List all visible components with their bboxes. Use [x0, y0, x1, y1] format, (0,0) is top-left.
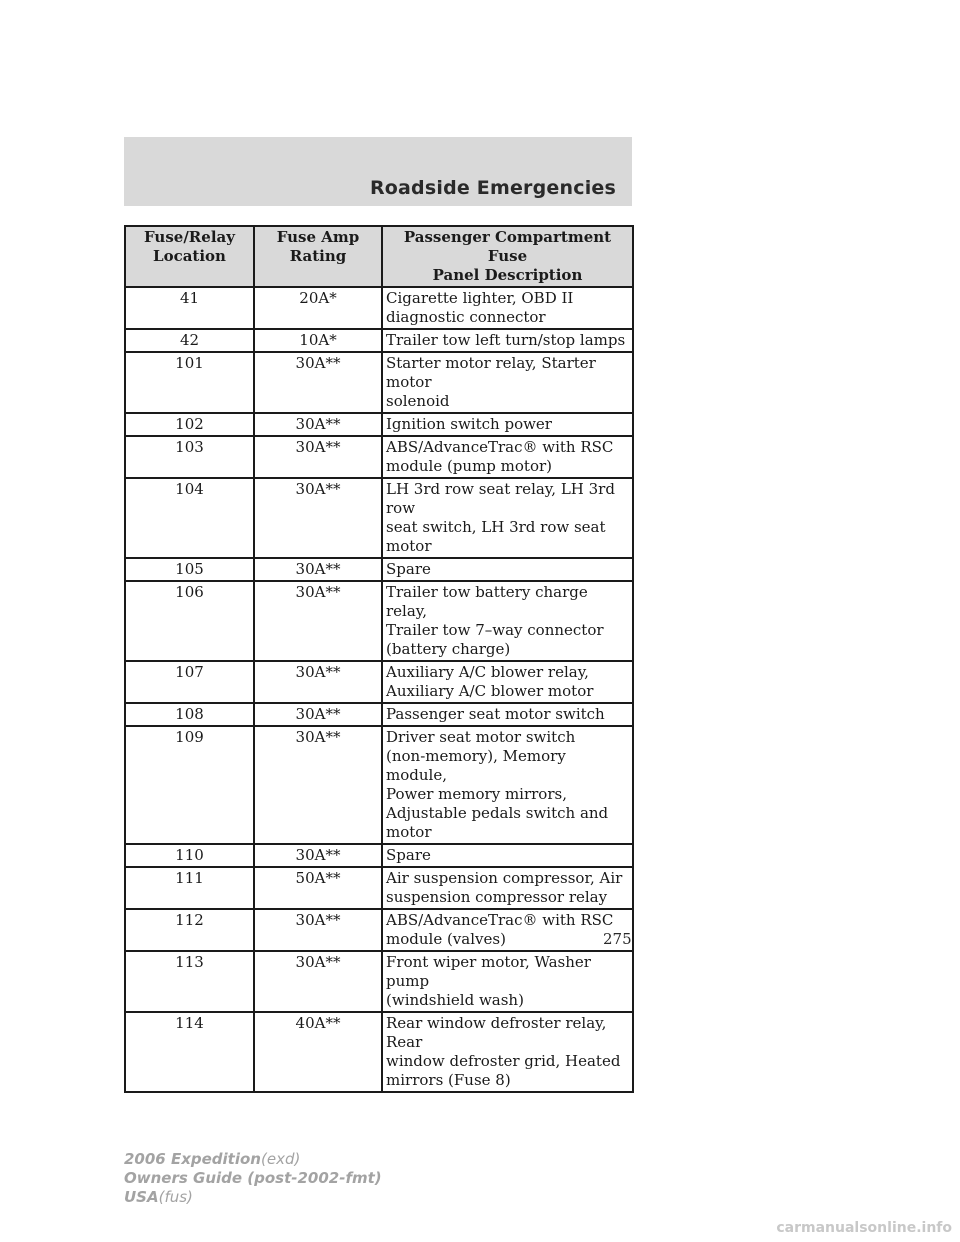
- column-header-line: Fuse Amp: [276, 228, 360, 246]
- column-header-amp-rating: [254, 226, 382, 287]
- description-line: Air suspension compressor, Air: [386, 869, 623, 887]
- cell-fuse-location: 42: [125, 329, 254, 352]
- description-line: ABS/AdvanceTrac® with RSC: [386, 438, 614, 456]
- cell-description: [382, 951, 633, 1012]
- column-header-line: Fuse/Relay: [144, 228, 235, 246]
- description-line: window defroster grid, Heated: [386, 1052, 621, 1070]
- description-line: Trailer tow left turn/stop lamps: [386, 331, 626, 349]
- cell-fuse-location: 102: [125, 413, 254, 436]
- table-row: [125, 951, 633, 1012]
- description-line: mirrors (Fuse 8): [386, 1071, 511, 1089]
- cell-description: [382, 726, 633, 844]
- description-line: motor: [386, 823, 432, 841]
- table-row: [125, 703, 633, 726]
- description-line: module (pump motor): [386, 457, 553, 475]
- table-row: [125, 726, 633, 844]
- footer-line-market: [124, 1188, 382, 1207]
- table-row: [125, 844, 633, 867]
- column-header-line: Location: [153, 247, 226, 265]
- table-row: [125, 413, 633, 436]
- cell-fuse-location: 114: [125, 1012, 254, 1092]
- cell-description: [382, 581, 633, 661]
- description-line: Adjustable pedals switch and: [386, 804, 609, 822]
- cell-amp-rating: 30A**: [254, 726, 382, 844]
- section-title: Roadside Emergencies: [369, 177, 616, 199]
- cell-description: [382, 703, 633, 726]
- cell-description: [382, 1012, 633, 1092]
- description-line: module (valves): [386, 930, 506, 948]
- footer-model-code: (exd): [260, 1150, 301, 1168]
- cell-amp-rating: 30A**: [254, 436, 382, 478]
- cell-description: [382, 844, 633, 867]
- cell-fuse-location: 105: [125, 558, 254, 581]
- footer-market: USA: [124, 1188, 159, 1206]
- column-header-location: [125, 226, 254, 287]
- description-line: Trailer tow 7–way connector: [386, 621, 604, 639]
- footer-market-code: (fus): [158, 1188, 193, 1206]
- cell-fuse-location: 112: [125, 909, 254, 951]
- section-header-band: [124, 137, 632, 206]
- footer-line-model: [124, 1150, 382, 1169]
- fuse-table: [124, 225, 634, 1093]
- cell-fuse-location: 101: [125, 352, 254, 413]
- fuse-table-body: [125, 287, 633, 1092]
- cell-fuse-location: 107: [125, 661, 254, 703]
- cell-amp-rating: 30A**: [254, 909, 382, 951]
- description-line: Rear window defroster relay, Rear: [386, 1014, 607, 1051]
- table-row: [125, 558, 633, 581]
- description-line: Cigarette lighter, OBD II: [386, 289, 574, 307]
- description-line: Front wiper motor, Washer pump: [386, 953, 591, 990]
- cell-amp-rating: 30A**: [254, 558, 382, 581]
- description-line: Driver seat motor switch: [386, 728, 576, 746]
- table-row: [125, 287, 633, 329]
- table-row: [125, 329, 633, 352]
- description-line: LH 3rd row seat relay, LH 3rd row: [386, 480, 615, 517]
- description-line: (non-memory), Memory module,: [386, 747, 566, 784]
- description-line: Power memory mirrors,: [386, 785, 567, 803]
- description-line: Trailer tow battery charge relay,: [386, 583, 588, 620]
- cell-description: [382, 436, 633, 478]
- cell-fuse-location: 110: [125, 844, 254, 867]
- cell-fuse-location: 103: [125, 436, 254, 478]
- cell-amp-rating: 20A*: [254, 287, 382, 329]
- cell-fuse-location: 108: [125, 703, 254, 726]
- fuse-table-header: [125, 226, 633, 287]
- cell-description: [382, 329, 633, 352]
- cell-description: [382, 867, 633, 909]
- cell-amp-rating: 30A**: [254, 703, 382, 726]
- cell-amp-rating: 30A**: [254, 581, 382, 661]
- description-line: Ignition switch power: [386, 415, 552, 433]
- cell-description: [382, 352, 633, 413]
- description-line: Spare: [386, 560, 431, 578]
- cell-fuse-location: 113: [125, 951, 254, 1012]
- table-header-row: [125, 226, 633, 287]
- cell-description: [382, 287, 633, 329]
- page-number: 275: [603, 930, 632, 948]
- cell-amp-rating: 30A**: [254, 844, 382, 867]
- cell-amp-rating: 40A**: [254, 1012, 382, 1092]
- table-row: [125, 352, 633, 413]
- description-line: Spare: [386, 846, 431, 864]
- cell-amp-rating: 30A**: [254, 352, 382, 413]
- cell-amp-rating: 50A**: [254, 867, 382, 909]
- table-row: [125, 581, 633, 661]
- cell-description: [382, 413, 633, 436]
- description-line: Auxiliary A/C blower motor: [386, 682, 594, 700]
- description-line: motor: [386, 537, 432, 555]
- cell-fuse-location: 111: [125, 867, 254, 909]
- cell-fuse-location: 41: [125, 287, 254, 329]
- document-footer: [124, 1150, 382, 1207]
- description-line: (battery charge): [386, 640, 511, 658]
- footer-line-guide: [124, 1169, 382, 1188]
- cell-fuse-location: 109: [125, 726, 254, 844]
- cell-amp-rating: 30A**: [254, 661, 382, 703]
- cell-amp-rating: 30A**: [254, 413, 382, 436]
- cell-description: [382, 661, 633, 703]
- cell-description: [382, 909, 633, 951]
- cell-fuse-location: 106: [125, 581, 254, 661]
- description-line: diagnostic connector: [386, 308, 546, 326]
- column-header-line: Panel Description: [432, 266, 583, 284]
- cell-amp-rating: 30A**: [254, 478, 382, 558]
- table-row: [125, 478, 633, 558]
- footer-model: 2006 Expedition: [124, 1150, 261, 1168]
- table-row: [125, 867, 633, 909]
- description-line: Starter motor relay, Starter motor: [386, 354, 596, 391]
- description-line: solenoid: [386, 392, 450, 410]
- table-row: [125, 436, 633, 478]
- footer-guide: Owners Guide (post-2002-fmt): [124, 1169, 382, 1187]
- column-header-line: Rating: [289, 247, 347, 265]
- table-row: [125, 909, 633, 951]
- column-header-line: Passenger Compartment Fuse: [403, 228, 612, 265]
- column-header-description: [382, 226, 633, 287]
- table-row: [125, 1012, 633, 1092]
- description-line: Passenger seat motor switch: [386, 705, 605, 723]
- description-line: seat switch, LH 3rd row seat: [386, 518, 606, 536]
- cell-description: [382, 558, 633, 581]
- description-line: (windshield wash): [386, 991, 524, 1009]
- description-line: suspension compressor relay: [386, 888, 608, 906]
- description-line: Auxiliary A/C blower relay,: [386, 663, 589, 681]
- description-line: ABS/AdvanceTrac® with RSC: [386, 911, 614, 929]
- table-row: [125, 661, 633, 703]
- cell-amp-rating: 30A**: [254, 951, 382, 1012]
- cell-amp-rating: 10A*: [254, 329, 382, 352]
- watermark: carmanualsonline.info: [776, 1220, 952, 1236]
- cell-description: [382, 478, 633, 558]
- cell-fuse-location: 104: [125, 478, 254, 558]
